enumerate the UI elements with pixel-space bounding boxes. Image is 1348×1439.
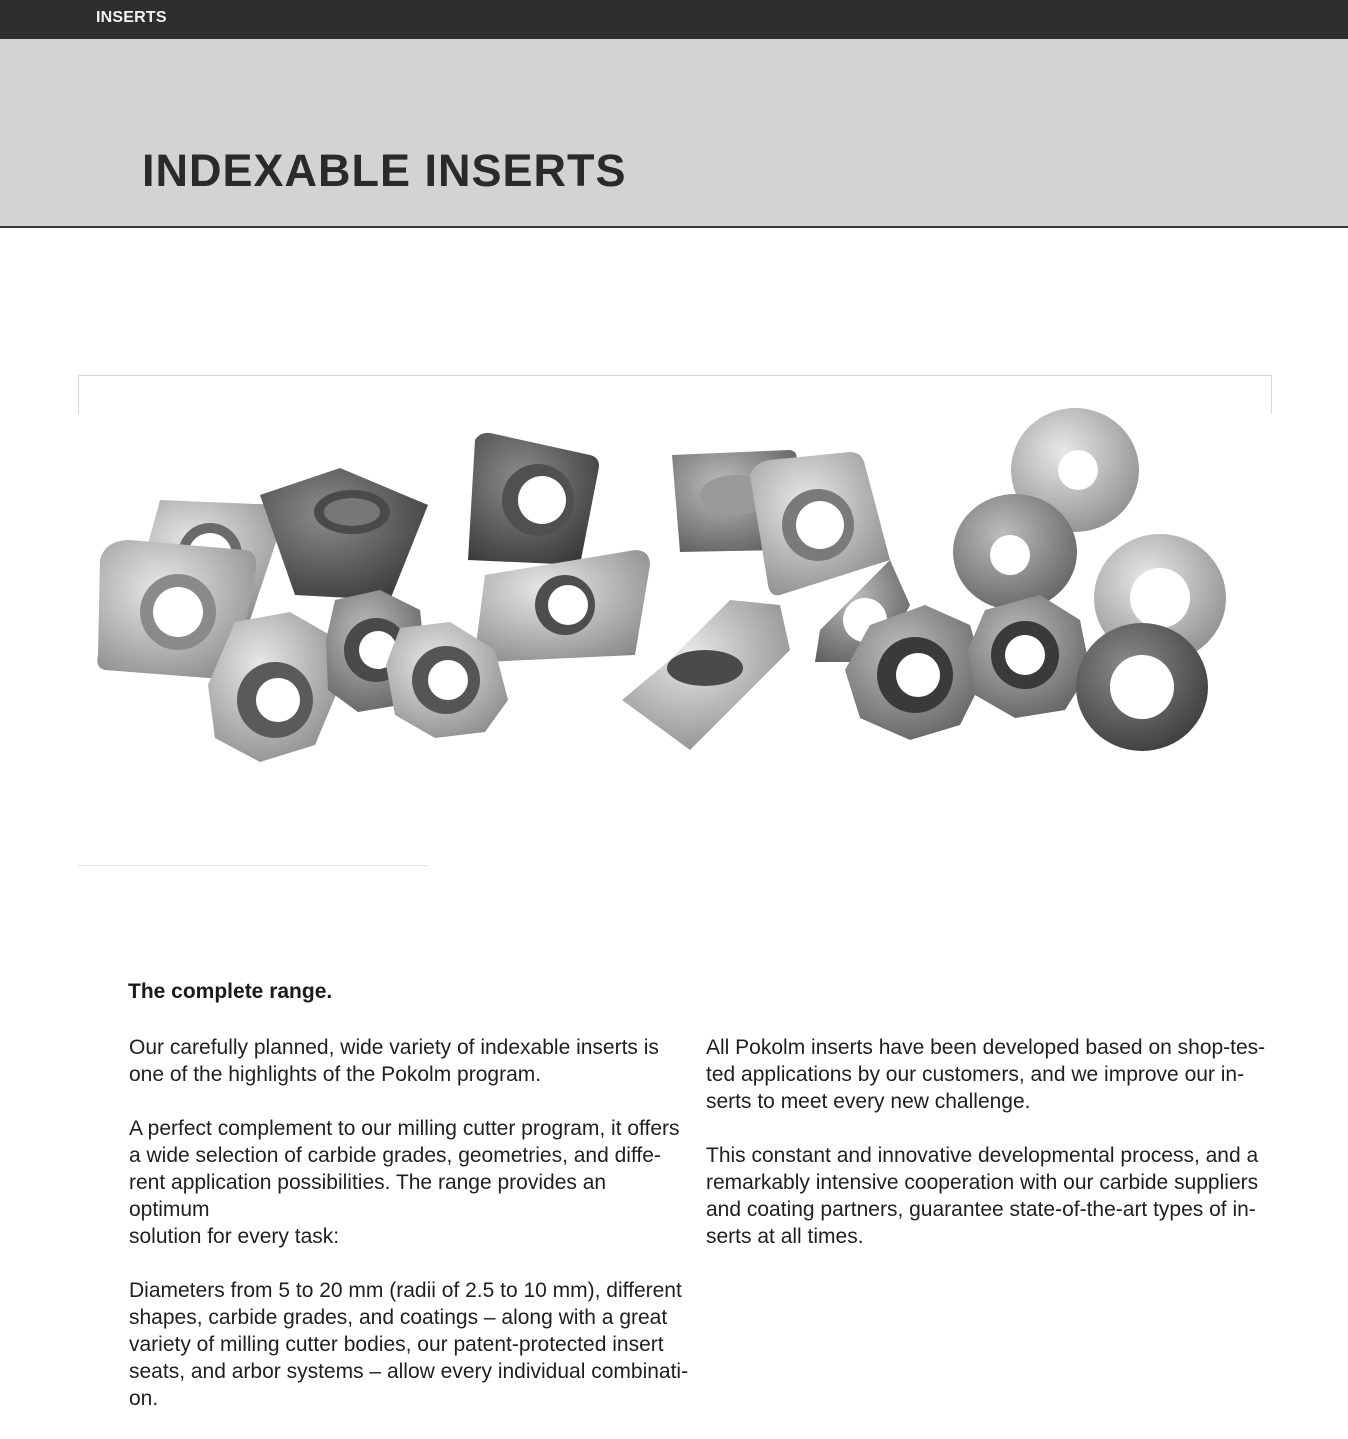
top-bar [0, 0, 1348, 39]
inserts-photo [90, 400, 1250, 780]
square-insert [468, 433, 599, 565]
octagonal-insert [968, 595, 1090, 718]
wedge-insert [622, 600, 790, 750]
round-insert [1076, 623, 1208, 751]
square-insert [750, 452, 890, 595]
image-frame-bottom-rule [78, 865, 428, 866]
title-band [0, 39, 1348, 228]
section-heading: The complete range. [128, 980, 333, 1003]
paragraph: A perfect complement to our milling cutter program, it offers a wide selection of carbide grades, geometries, and diffe- rent application possibilities. The range provides an optimum solution for every task: [129, 1117, 680, 1248]
paragraph: This constant and innovative developmental process, and a remarkably intensive cooperation with our carbide suppliers and coating partners, guarantee state-of-the-art types of in- serts at all times. [706, 1144, 1259, 1248]
section-label: INSERTS [96, 9, 167, 26]
paragraph: All Pokolm inserts have been developed based on shop-tes- ted applications by our customers, and we improve our in- serts to meet every new challenge. [706, 1036, 1266, 1113]
right-column [706, 1034, 1266, 1277]
paragraph: Our carefully planned, wide variety of indexable inserts is one of the highlights of the Pokolm program. [129, 1036, 659, 1086]
rhombic-insert [476, 550, 650, 662]
left-column [129, 1034, 689, 1439]
round-insert [953, 494, 1077, 610]
square-insert [260, 468, 428, 600]
paragraph: Diameters from 5 to 20 mm (radii of 2.5 to 10 mm), different shapes, carbide grades, and coatings – along with a great variety of milling cutter bodies, our patent-protected insert seats, and arbor systems – allow every individual combinati- on. [129, 1279, 689, 1410]
page-title: INDEXABLE INSERTS [142, 145, 627, 196]
